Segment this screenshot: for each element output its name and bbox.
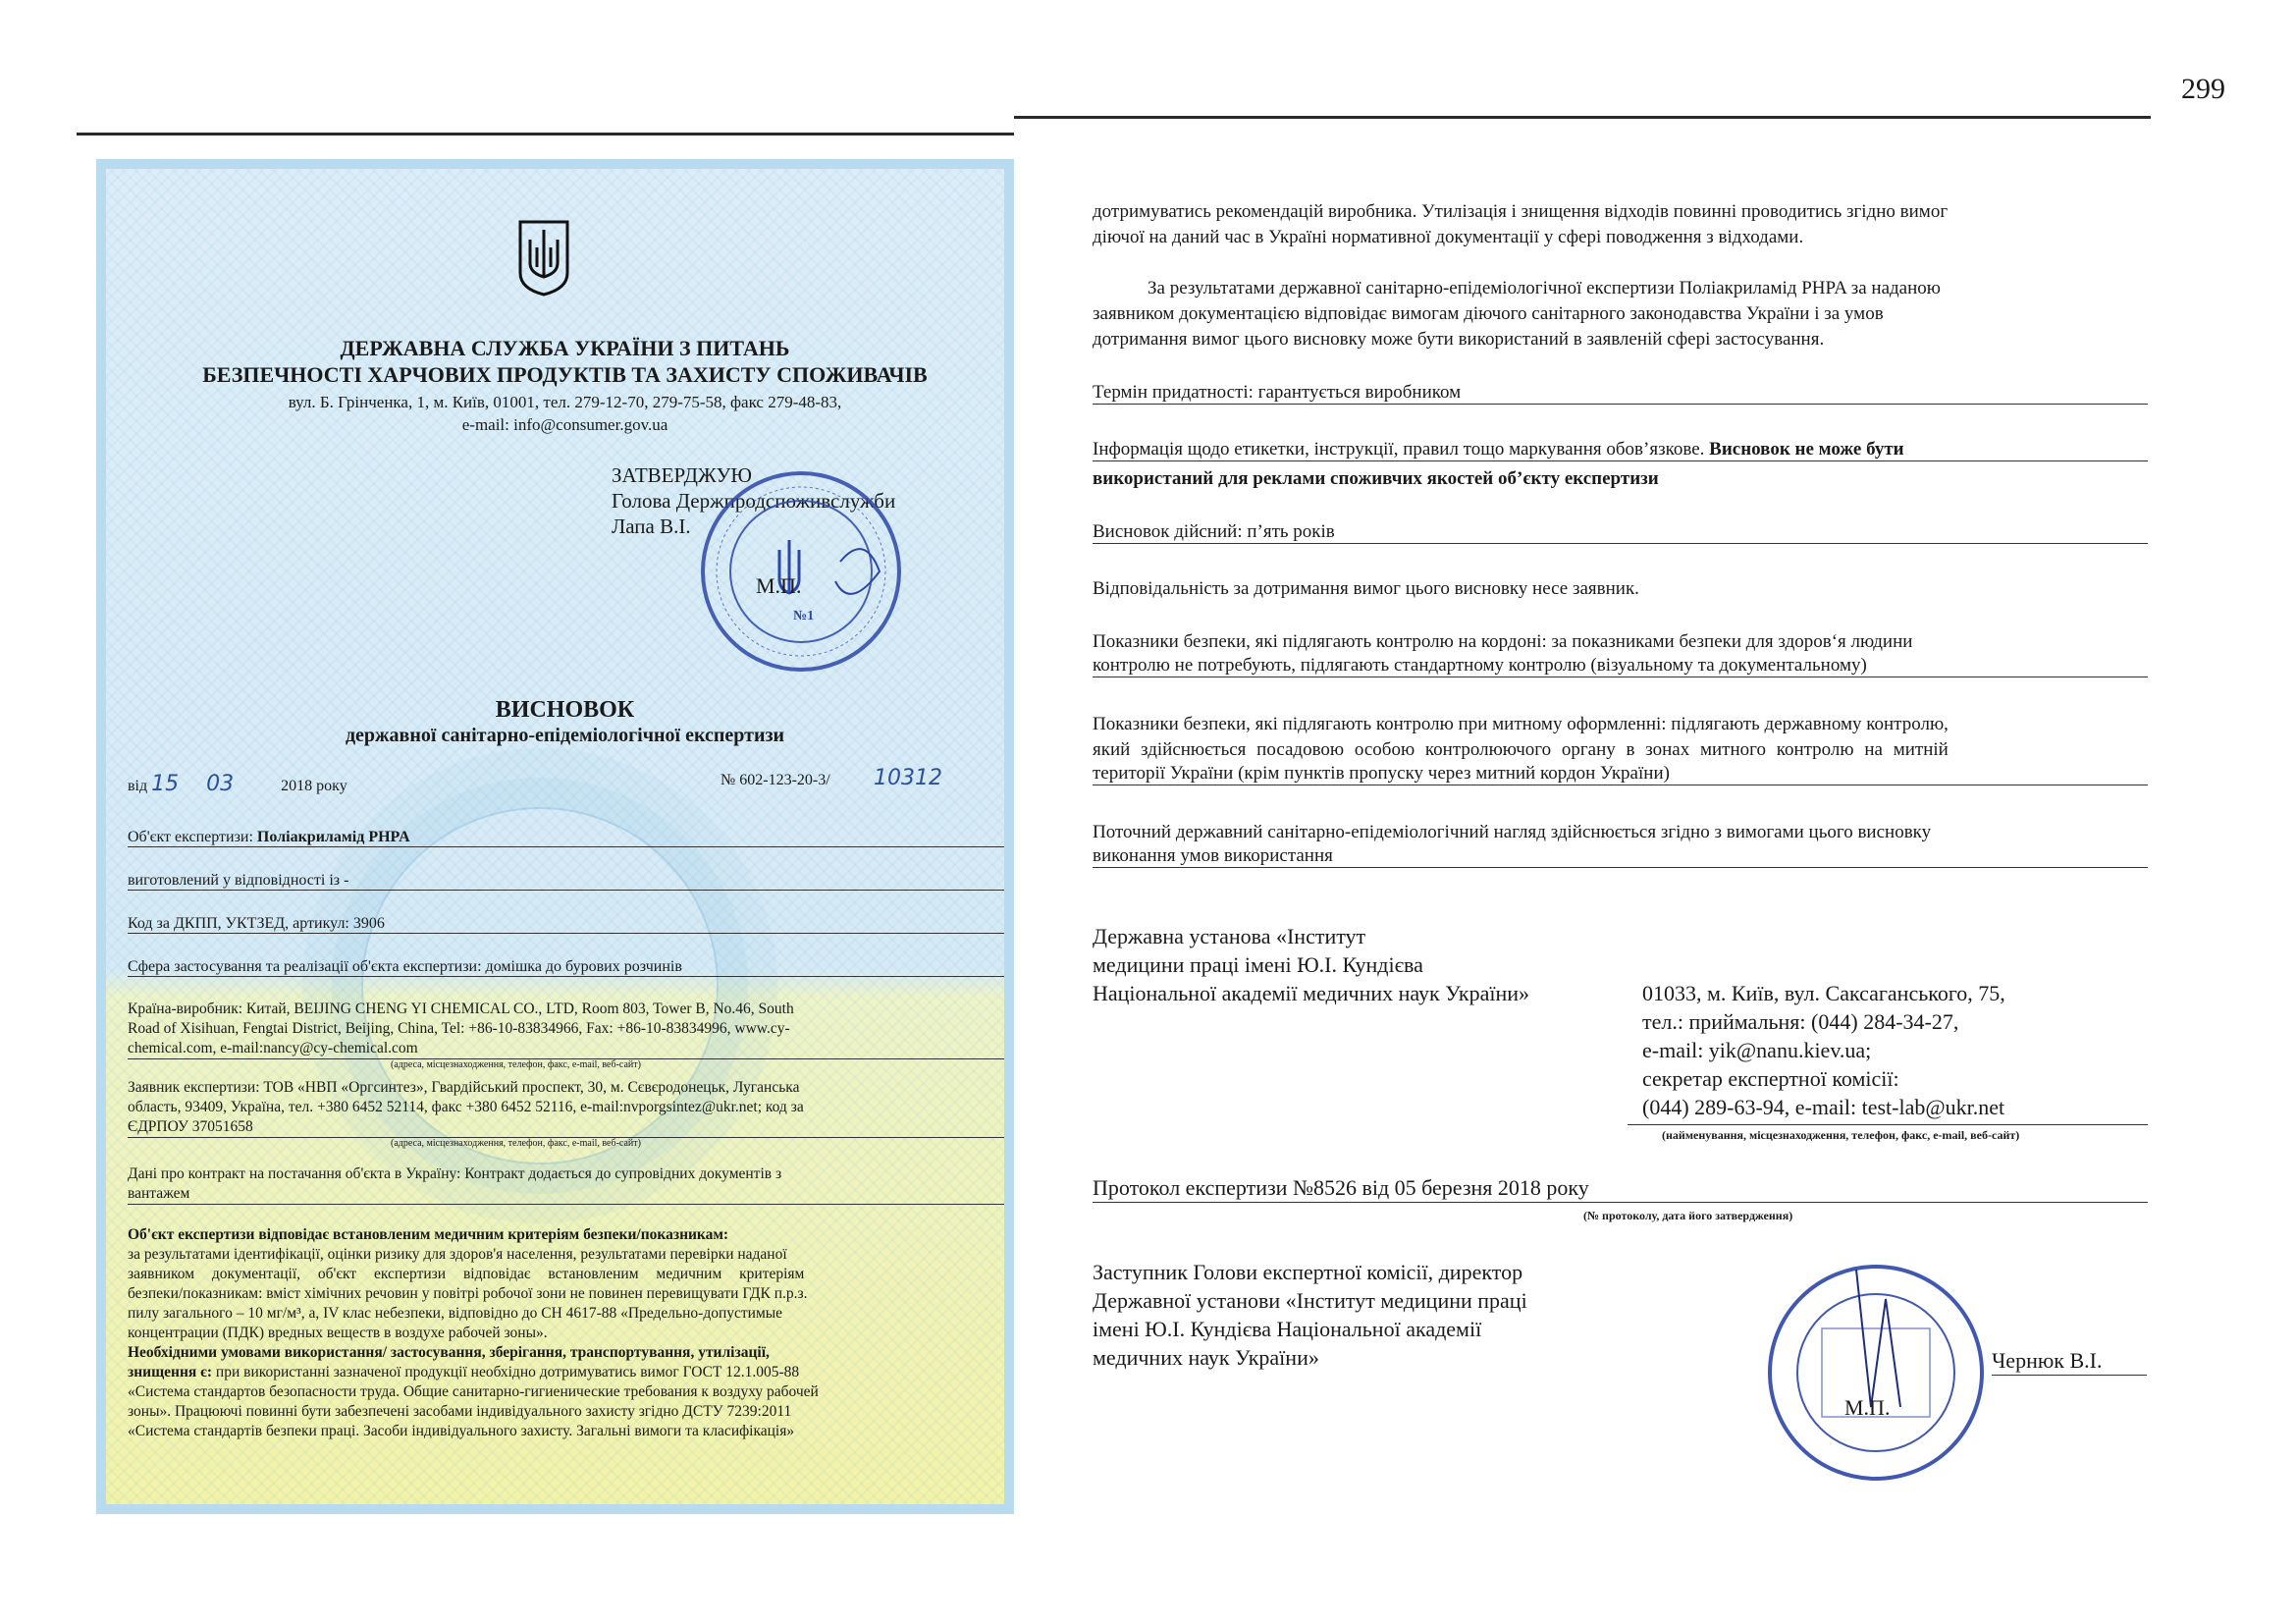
criteria-line1: за результатами ідентифікації, оцінки ризику для здоров'я населення, результатами перевірки наданої <box>128 1246 787 1263</box>
date-prefix: від <box>128 778 148 794</box>
institute-address-line2: тел.: приймальня: (044) 284-34-27, <box>1642 1009 1959 1034</box>
labeling-text: Інформація щодо етикетки, інструкції, правил тощо маркування обов’язкове. <box>1093 439 1705 460</box>
date-number-row <box>128 766 1004 801</box>
address-hint: (найменування, місцезнаходження, телефон, факс, e-mail, веб-сайт) <box>1662 1128 2020 1142</box>
applicant-address-hint: (адреса, місцезнаходження, телефон, факс, e-mail, веб-сайт) <box>391 1138 641 1149</box>
agency-name-line2: БЕЗПЕЧНОСТІ ХАРЧОВИХ ПРОДУКТІВ ТА ЗАХИСТУ СПОЖИВАЧІВ <box>202 362 928 387</box>
conclusion-line3: дотримання вимог цього висновку може бути використаний в заявленій сфері застосування. <box>1093 329 1825 350</box>
institute-address-line1: 01033, м. Київ, вул. Саксаганського, 75, <box>1642 981 2005 1005</box>
object-label: Об'єкт експертизи: <box>128 829 253 845</box>
conditions-lead: знищення є: <box>128 1364 213 1380</box>
producer-line2: Road of Xisihuan, Fengtai District, Beijing, China, Tel: +86-10-83834966, Fax: +86-10-83834996, www.cy- <box>128 1020 790 1037</box>
official-seal-stamp <box>693 463 909 679</box>
institute-secretary-contacts: (044) 289-63-94, e-mail: test-lab@ukr.net <box>1642 1095 2005 1119</box>
document-subtitle: державної санітарно-епідеміологічної експертизи <box>345 725 785 746</box>
disposal-line2: діючої на даний час в Україні нормативної документації у сфері поводження з відходами. <box>1093 227 1804 247</box>
criteria-line5: концентрации (ПДК) вредных веществ в воздухе рабочей зоны». <box>128 1325 548 1341</box>
date-year: 2018 року <box>281 778 347 794</box>
certificate-page <box>77 133 1014 1530</box>
supervision-line2: виконання умов використання <box>1093 845 2148 868</box>
agency-address: вул. Б. Грінченка, 1, м. Київ, 01001, тел. 279-12-70, 279-75-58, факс 279-48-83, <box>288 393 842 411</box>
approve-label: ЗАТВЕРДЖУЮ <box>612 463 752 487</box>
signatory-line3: імені Ю.І. Кундієва Національної академії <box>1093 1317 1482 1341</box>
signatory-line1: Заступник Голови експертної комісії, директор <box>1093 1260 1523 1284</box>
object-value: Поліакриламід PHPA <box>256 829 410 845</box>
signatory-line2: Державної установи «Інститут медицини праці <box>1093 1288 1527 1313</box>
contract-line1: Дані про контракт на постачання об'єкта в Україну: Контракт додається до супровідних документів з <box>128 1165 782 1182</box>
border-control-line2: контролю не потребують, підлягають стандартному контролю (візуальному та документальному) <box>1093 655 2148 677</box>
product-code: Код за ДКПП, УКТЗЕД, артикул: 3906 <box>128 915 1004 934</box>
criteria-heading: Об'єкт експертизи відповідає встановленим медичним критеріям безпеки/показникам: <box>128 1226 729 1243</box>
customs-line2: який здійснюється посадовою особою контролюючого органу в зонах митного контролю на митній <box>1093 739 1949 760</box>
conclusion-line2: заявником документацією відповідає вимогам діючого санітарного законодавства України і за умов <box>1093 303 1884 324</box>
conditions-heading: Необхідними умовами використання/ застосування, зберігання, транспортування, утилізації, <box>128 1344 770 1361</box>
institute-line1: Державна установа «Інститут <box>1093 924 1366 948</box>
labeling-line1 <box>1093 439 2148 461</box>
border-control-line1: Показники безпеки, які підлягають контролю на кордоні: за показниками безпеки для здоров‘я людини <box>1093 631 1913 652</box>
applicant-line1: Заявник експертизи: ТОВ «НВП «Оргсинтез», Гвардійський проспект, 30, м. Сєвєродонецьк, Луганська <box>128 1079 800 1096</box>
criteria-line4: пилу загального – 10 мг/м³, а, IV клас небезпеки, відповідно до СН 4617-88 «Предельно-допустимые <box>128 1305 783 1322</box>
producer-line3: chemical.com, e-mail:nancy@cy-chemical.com <box>128 1039 1004 1059</box>
conclusion-line1: За результатами державної санітарно-епідеміологічної експертизи Поліакриламід PHPA за наданою <box>1148 278 1941 298</box>
producer-address-hint: (адреса, місцезнаходження, телефон, факс, e-mail, веб-сайт) <box>391 1059 641 1070</box>
institute-secretary: секретар експертної комісії: <box>1642 1066 1899 1091</box>
criteria-line2: заявником документації, об'єкт експертизи відповідає встановленим медичним критеріям <box>128 1266 805 1282</box>
protocol-hint: (№ протоколу, дата його затвердження) <box>1583 1209 1793 1222</box>
producer-line1: Країна-виробник: Китай, BEIJING CHENG YI CHEMICAL CO., LTD, Room 803, Tower B, No.46, South <box>128 1001 794 1017</box>
certificate-number-handwritten: 10312 <box>874 766 942 790</box>
responsibility: Відповідальність за дотримання вимог цього висновку несе заявник. <box>1093 578 1639 599</box>
institute-line2: медицини праці імені Ю.І. Кундієва <box>1093 952 1423 977</box>
labeling-warning: Висновок не може бути <box>1709 439 1904 460</box>
shelf-life: Термін придатності: гарантується виробником <box>1093 382 2148 405</box>
approver-title: Голова Держпродспоживслужби <box>612 489 896 513</box>
supervision-line1: Поточний державний санітарно-епідеміологічний нагляд здійснюється згідно з вимогами цього висновку <box>1093 822 1932 842</box>
agency-email: e-mail: info@consumer.gov.ua <box>461 415 668 434</box>
conditions-line2: «Система стандартов безопасности труда. Общие санитарно-гигиенические требования к воздуху рабочей <box>128 1383 819 1400</box>
seal-mp-label: М.П. <box>756 573 802 598</box>
criteria-line3: безпеки/показникам: вміст хімічних речовин у повітрі робочої зони не повинен перевищувати ГДК п.р.з. <box>128 1285 808 1302</box>
conditions-text: при використанні зазначеної продукції необхідно дотримуватись вимог ГОСТ 12.1.005-88 <box>212 1364 800 1380</box>
signer-name: Чернюк В.І. <box>1992 1346 2147 1376</box>
approver-name: Лапа В.І. <box>612 514 691 538</box>
protocol: Протокол експертизи №8526 від 05 березня 2018 року <box>1093 1173 2148 1203</box>
institute-line3: Національної академії медичних наук України» <box>1093 981 1529 1005</box>
address-underline <box>1628 1124 2148 1125</box>
object-of-expertise <box>128 829 1004 847</box>
applicant-line2: область, 93409, Україна, тел. +380 6452 52114, факс +380 6452 52116, e-mail:nvporgsintez@ukr.net; код за <box>128 1099 804 1115</box>
institute-email: e-mail: yik@nanu.kiev.ua; <box>1642 1038 1872 1062</box>
sheet-mp-label: М.П. <box>1844 1395 1891 1420</box>
document-title: ВИСНОВОК <box>495 697 635 723</box>
conditions-line4: «Система стандартів безпеки праці. Засоби індивідуального захисту. Загальні вимоги та класифікація» <box>128 1423 795 1439</box>
date-day-handwritten: 15 <box>151 772 180 796</box>
made-according-to: виготовлений у відповідності із - <box>128 872 1004 891</box>
conditions-line3: зоны». Працюючі повинні бути забезпечені засобами індивідуального захисту згідно ДСТУ 7239:2011 <box>128 1403 792 1420</box>
validity: Висновок дійсний: п’ять років <box>1093 521 2148 544</box>
contract-line2: вантажем <box>128 1184 1004 1205</box>
certificate-guilloche-frame <box>96 159 1014 1514</box>
continuation-page <box>1014 116 2151 1533</box>
conditions-line1 <box>128 1363 1004 1382</box>
customs-line3: території України (крім пунктів пропуску через митний кордон України) <box>1093 763 2148 785</box>
labeling-line2: використаний для реклами споживчих якостей об’єкту експертизи <box>1093 468 1659 489</box>
page-number: 299 <box>2181 73 2225 105</box>
signatory-line4: медичних наук України» <box>1093 1345 1319 1370</box>
scope-of-use: Сфера застосування та реалізації об'єкта експертизи: домішка до бурових розчинів <box>128 958 1004 977</box>
agency-name-line1: ДЕРЖАВНА СЛУЖБА УКРАЇНИ З ПИТАНЬ <box>340 336 790 360</box>
trident-emblem-icon <box>516 218 571 297</box>
institute-seal-stamp <box>1763 1260 1989 1486</box>
date-month-handwritten: 03 <box>206 772 235 796</box>
seal-number: №1 <box>793 609 815 623</box>
certificate-number-prefix: № 602-123-20-3/ <box>721 772 830 788</box>
applicant-line3: ЄДРПОУ 37051658 <box>128 1117 1004 1138</box>
customs-line1: Показники безпеки, які підлягають контролю при митному оформленні: підлягають державному контролю, <box>1093 714 1949 734</box>
disposal-line1: дотримуватись рекомендацій виробника. Утилізація і знищення відходів повинні проводитись згідно вимог <box>1093 201 1949 222</box>
